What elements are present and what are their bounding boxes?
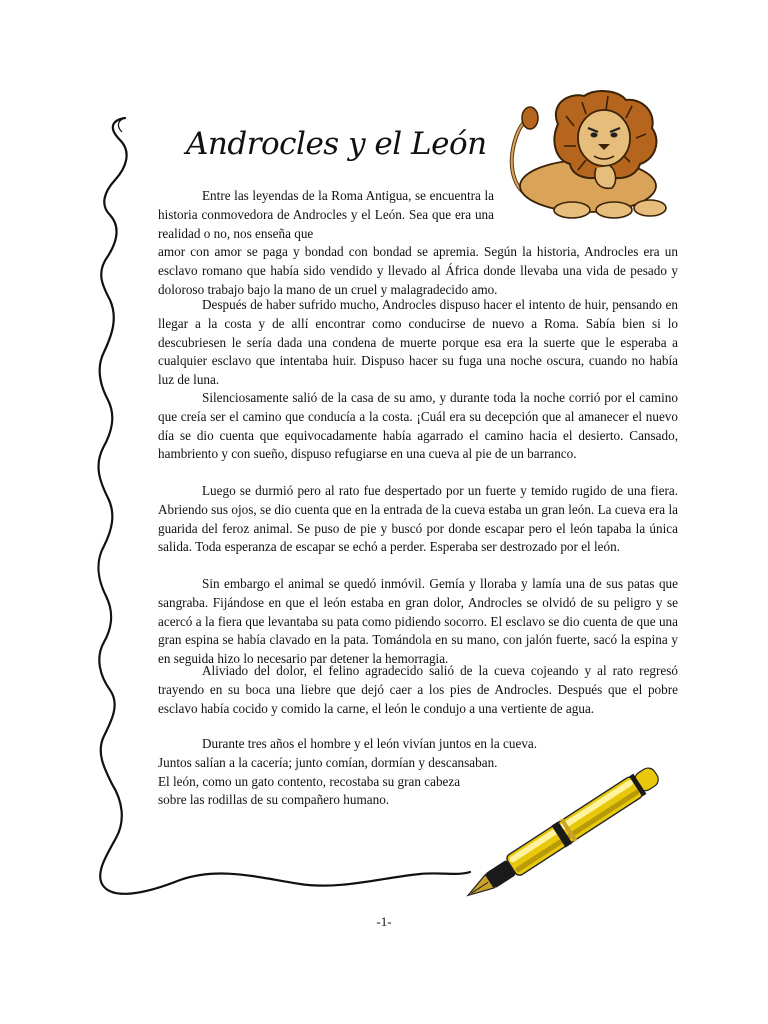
closing-line: Durante tres años el hombre y el león vivían juntos en la cueva. — [202, 736, 538, 751]
paragraph-5: Sin embargo el animal se quedó inmóvil. Gemía y lloraba y lamía una de sus patas que sangraba. Fijándose en que el león estaba en gran dolor, Androcles se olvidó de su peligro y se acercó a la fiera que levantaba su pata como pidiendo socorro. El esclavo se dio cuenta de que una gran espina se había clavado en la pata. Tomándola en su mano, con jalón fuerte, sacó la espina y en seguida hizo lo necesario par detener la hemorragia. — [158, 576, 678, 667]
page-number: -1- — [376, 914, 392, 929]
closing-line: sobre las rodillas de su compañero humano. — [158, 792, 390, 808]
page-title: Androcles y el León — [186, 126, 487, 162]
paragraph-1 — [158, 187, 678, 300]
paragraph-1-beside-image: Entre las leyendas de la Roma Antigua, se encuentra la historia conmovedora de Androcles y el León. Sea que era una realidad o no, nos enseña que — [158, 188, 494, 241]
paragraph-3: Silenciosamente salió de la casa de su amo, y durante toda la noche corrió por el camino que creía ser el camino que conducía a la costa. ¡Cuál era su decepción que al amanecer el nuevo día se dio cuenta que equivocadamente había agarrado el camino hacia el desierto. Cansado, hambriento y con sueño, dispuso refugiarse en una cueva al pie de un barranco. — [158, 390, 678, 462]
paragraph-4: Luego se durmió pero al rato fue despertado por un fuerte y temido rugido de una fiera. Abriendo sus ojos, se dio cuenta que en la entrada de la cueva estaba un gran león. La cueva era la guarida del feroz animal. Se puso de pie y buscó por donde escapar pero el león tapaba la única salida. Toda esperanza de escapar se echó a perder. Esperaba ser destrozado por el león. — [158, 483, 678, 555]
closing-line: El león, como un gato contento, recostaba su gran cabeza — [158, 773, 461, 789]
paragraph-2: Después de haber sufrido mucho, Androcles dispuso hacer el intento de huir, pensando en llegar a la costa y de allí encontrar como conducirse de nuevo a Roma. Sabía bien si lo descubriesen le sería dada una condena de muerte porque esa era la suerte que le esperaba a cualquier esclavo que intentaba huir. Dispuso hacer su fuga una noche oscura, cuando no había luz de luna. — [158, 297, 678, 388]
paragraph-1-continuation: amor con amor se paga y bondad con bondad se apremia. Según la historia, Androcles era un esclavo romano que había sido vendido y llevado al África donde llevaba una vida de pesado y doloroso trabajo bajo la mano de un cruel y malagradecido amo. — [158, 244, 678, 297]
closing-line: Juntos salían a la cacería; junto comían, dormían y descansaban. — [158, 754, 498, 770]
paragraph-6: Aliviado del dolor, el felino agradecido salió de la cueva cojeando y al rato regresó trayendo en su boca una liebre que dejó caer a los pies de Androcles. Después que el pobre esclavo había cocido y comido la carne, el león le condujo a una vertiente de agua. — [158, 663, 678, 716]
fountain-pen-illustration — [440, 760, 690, 900]
